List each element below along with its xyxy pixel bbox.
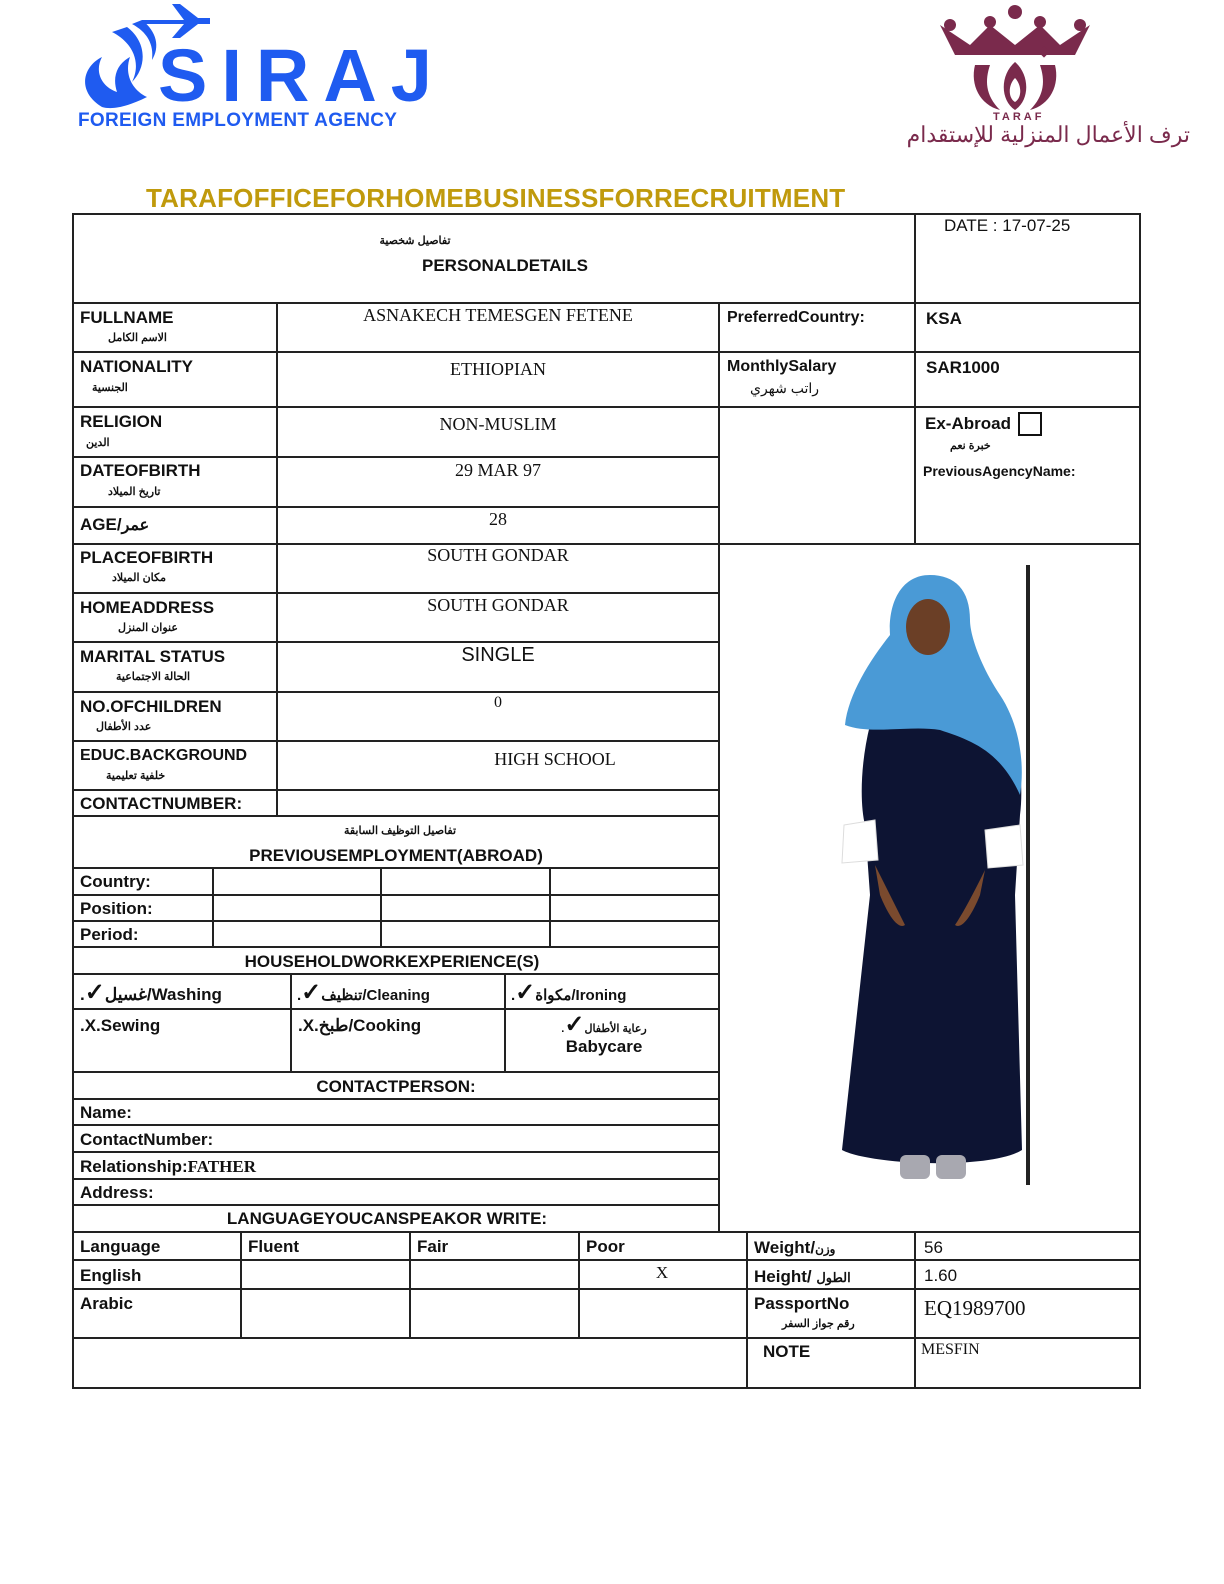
field-marital-arabic: الحالة الاجتماعية xyxy=(116,671,191,683)
previous-employment-arabic: تفاصيل التوظيف السابقة xyxy=(343,825,457,837)
skill-sewing: .X.Sewing xyxy=(80,1016,161,1035)
skill-babycare-arabic: رعاية الأطفال xyxy=(584,1023,647,1035)
field-nationality-value[interactable]: ETHIOPIAN xyxy=(450,359,546,379)
prev-emp-row-country: Country: xyxy=(80,872,151,891)
field-age-value[interactable]: 28 xyxy=(489,509,507,529)
check-icon: ✓ xyxy=(564,1011,585,1038)
contact-relationship-value[interactable]: FATHER xyxy=(187,1157,256,1176)
field-fullname-arabic: الاسم الكامل xyxy=(108,332,167,344)
field-education-label: EDUC.BACKGROUND xyxy=(80,747,248,764)
passport-arabic: رقم جواز السفر xyxy=(782,1318,855,1330)
field-contact-label: CONTACTNUMBER: xyxy=(80,794,243,813)
taraf-arabic-name: ترف الأعمال المنزلية للإستقدام xyxy=(906,122,1190,147)
field-nationality-label: NATIONALITY xyxy=(80,357,194,376)
taraf-name: TARAF xyxy=(993,111,1045,123)
field-dob-value[interactable]: 29 MAR 97 xyxy=(454,460,541,480)
field-children-value[interactable]: 0 xyxy=(494,694,502,711)
field-age-label-text: AGE/ xyxy=(80,515,122,534)
lang-header-fluent: Fluent xyxy=(248,1237,299,1256)
weight-label-text: Weight/ xyxy=(754,1238,816,1257)
prev-emp-row-period: Period: xyxy=(80,925,139,944)
height-label-text: Height/ xyxy=(754,1267,812,1286)
document-title: TARAFOFFICEFORHOMEBUSINESSFORRECRUITMENT xyxy=(146,183,846,213)
field-marital-value[interactable]: SINGLE xyxy=(461,644,535,666)
lang-header-fair: Fair xyxy=(417,1237,449,1256)
skill-washing: .✓غسيل/Washing xyxy=(80,979,222,1006)
ex-abroad-label: Ex-Abroad xyxy=(925,414,1011,433)
note-label: NOTE xyxy=(763,1342,811,1361)
siraj-name: SIRAJ xyxy=(158,34,446,117)
field-address-label: HOMEADDRESS xyxy=(80,598,215,617)
lang-row-english: English xyxy=(80,1266,142,1285)
skill-cleaning-label: Cleaning xyxy=(366,987,430,1004)
field-fullname-label: FULLNAME xyxy=(80,308,174,327)
preferred-country-label: PreferredCountry: xyxy=(727,309,865,326)
siraj-logo xyxy=(72,2,446,137)
field-pob-value[interactable]: SOUTH GONDAR xyxy=(427,545,569,565)
previous-agency-label: PreviousAgencyName: xyxy=(923,463,1076,479)
preferred-country-value[interactable]: KSA xyxy=(926,309,962,328)
field-education-value[interactable]: HIGH SCHOOL xyxy=(494,749,616,769)
lang-english-poor[interactable]: X xyxy=(655,1263,669,1282)
field-nationality-arabic: الجنسية xyxy=(92,382,128,394)
household-title: HOUSEHOLDWORKEXPERIENCE(S) xyxy=(244,952,540,971)
weight-value[interactable]: 56 xyxy=(924,1238,943,1257)
previous-employment-title: PREVIOUSEMPLOYMENT(ABROAD) xyxy=(249,846,543,865)
note-value[interactable]: MESFIN xyxy=(921,1341,980,1358)
height-arabic: الطول xyxy=(816,1270,851,1285)
skill-cooking-label: /Cooking xyxy=(348,1016,422,1035)
check-icon: ✓ xyxy=(515,979,536,1006)
passport-value[interactable]: EQ1989700 xyxy=(924,1296,1026,1320)
field-dob-arabic: تاريخ الميلاد xyxy=(108,486,161,498)
field-children-label: NO.OFCHILDREN xyxy=(80,697,222,716)
ex-abroad-checkbox[interactable] xyxy=(1018,412,1042,436)
prev-emp-row-position: Position: xyxy=(80,899,153,918)
monthly-salary-arabic: راتب شهري xyxy=(750,380,820,396)
field-marital-label: MARITAL STATUS xyxy=(80,647,226,666)
skill-washing-arabic: غسيل xyxy=(104,985,147,1004)
field-address-value[interactable]: SOUTH GONDAR xyxy=(427,595,569,615)
crown-icon xyxy=(930,0,1100,120)
field-children-arabic: عدد الأطفال xyxy=(96,721,152,733)
height-value[interactable]: 1.60 xyxy=(924,1266,958,1285)
passport-label: PassportNo xyxy=(754,1294,850,1313)
contact-address-label: Address: xyxy=(80,1183,154,1202)
skill-cooking xyxy=(298,1016,421,1036)
personal-details-title: PERSONALDETAILS xyxy=(422,256,588,275)
field-pob-arabic: مكان الميلاد xyxy=(112,572,167,584)
field-education-arabic: خلفية تعليمية xyxy=(106,770,166,782)
height-label xyxy=(754,1267,851,1287)
check-icon: ✓ xyxy=(301,979,322,1006)
skill-cleaning: .✓تنظيف/Cleaning xyxy=(297,979,430,1006)
field-fullname-value[interactable]: ASNAKECH TEMESGEN FETENE xyxy=(363,305,633,325)
skill-washing-label: Washing xyxy=(151,985,222,1004)
field-address-arabic: عنوان المنزل xyxy=(118,622,178,634)
skill-cleaning-arabic: تنظيف xyxy=(321,987,363,1004)
lang-row-arabic: Arabic xyxy=(80,1294,133,1313)
lang-header-poor: Poor xyxy=(586,1237,625,1256)
weight-label xyxy=(754,1238,835,1258)
contact-relationship xyxy=(80,1157,256,1177)
lang-header-language: Language xyxy=(80,1237,161,1256)
skill-ironing: .✓مكواة/Ironing xyxy=(511,979,627,1006)
contact-name-label: Name: xyxy=(80,1103,132,1122)
skill-babycare-label: Babycare xyxy=(565,1037,643,1056)
monthly-salary-value[interactable]: SAR1000 xyxy=(926,358,1000,377)
contact-relationship-label: Relationship: xyxy=(80,1157,188,1176)
date-label: DATE : 17-07-25 xyxy=(944,216,1071,235)
field-age-arabic: عمر xyxy=(121,517,150,534)
field-age-label xyxy=(80,515,149,535)
skill-babycare: .✓رعاية الأطفال Babycare xyxy=(504,1010,704,1057)
siraj-subtitle: FOREIGN EMPLOYMENT AGENCY xyxy=(78,110,398,131)
taraf-logo xyxy=(830,0,1200,155)
weight-arabic: وزن xyxy=(815,1242,836,1256)
applicant-photo xyxy=(830,565,1030,1185)
personal-details-arabic: تفاصيل شخصية xyxy=(379,235,451,247)
monthly-salary-label: MonthlySalary xyxy=(727,358,837,375)
contact-person-title: CONTACTPERSON: xyxy=(316,1077,476,1096)
field-religion-arabic: الدين xyxy=(86,437,110,449)
skill-ironing-label: Ironing xyxy=(575,987,627,1004)
languages-title: LANGUAGEYOUCANSPEAKOR WRITE: xyxy=(226,1209,548,1228)
field-religion-label: RELIGION xyxy=(80,412,163,431)
contact-number-label: ContactNumber: xyxy=(80,1130,214,1149)
check-icon: ✓ xyxy=(84,979,105,1006)
field-religion-value[interactable]: NON-MUSLIM xyxy=(439,414,557,434)
field-pob-label: PLACEOFBIRTH xyxy=(80,548,214,567)
ex-abroad-arabic: خبرة نعم xyxy=(950,440,991,452)
skill-cooking-prefix: .X.طبخ xyxy=(298,1016,349,1035)
skill-ironing-arabic: مكواة xyxy=(535,987,572,1004)
field-dob-label: DATEOFBIRTH xyxy=(80,461,201,480)
